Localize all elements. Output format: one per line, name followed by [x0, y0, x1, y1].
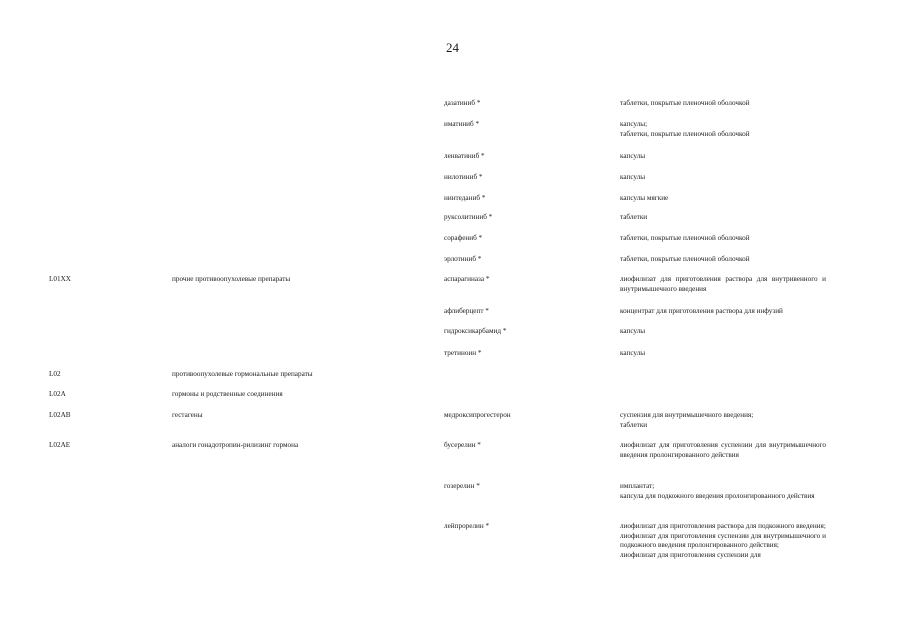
- dosage-forms: [620, 255, 826, 265]
- dosage-form-line: капсула для подкожного введения пролонгированного действия: [620, 491, 815, 500]
- dosage-form-line: лиофилизат для приготовления суспензии для внутримышечного введения пролонгированного действия: [620, 441, 826, 459]
- atc-code: L02A: [49, 390, 66, 398]
- drug-name: дазатиниб *: [444, 99, 481, 107]
- dosage-form-line: лиофилизат для приготовления раствора для внутривенного и внутримышечного введения: [620, 275, 826, 293]
- dosage-form-line: капсулы: [620, 152, 646, 160]
- dosage-form-line: концентрат для приготовления раствора для инфузий: [620, 307, 783, 315]
- drug-name: гозерелин *: [444, 482, 480, 490]
- dosage-form-line: капсулы: [620, 327, 646, 335]
- dosage-forms: [620, 99, 826, 109]
- dosage-form-line: лиофилизат для приготовления раствора для подкожного введения;: [620, 522, 826, 530]
- dosage-forms: [620, 194, 826, 204]
- atc-code: L02AB: [49, 411, 71, 419]
- atc-code: L02: [49, 370, 61, 378]
- drug-name: аспарагиназа *: [444, 275, 490, 283]
- dosage-forms: [620, 307, 826, 317]
- dosage-form-line: таблетки, покрытые пленочной оболочкой: [620, 255, 750, 263]
- drug-name: бусерелин *: [444, 441, 481, 449]
- dosage-form-line: капсулы: [620, 173, 646, 181]
- dosage-forms: [620, 482, 826, 501]
- drug-name: афлиберцепт *: [444, 307, 489, 315]
- drug-name: лейпрорелин *: [444, 522, 490, 530]
- dosage-form-line: капсулы: [620, 349, 646, 357]
- dosage-form-line: лиофилизат для приготовления суспензии для: [620, 550, 761, 559]
- dosage-form-line: таблетки, покрытые пленочной оболочкой: [620, 99, 750, 107]
- dosage-form-line: имплантат;: [620, 482, 655, 490]
- dosage-forms: [620, 441, 826, 460]
- dosage-forms: [620, 275, 826, 294]
- dosage-forms: [620, 349, 826, 359]
- drug-name: медроксипрогестерон: [444, 411, 511, 419]
- dosage-forms: [620, 234, 826, 244]
- dosage-form-line: капсулы мягкие: [620, 194, 669, 202]
- page-number: 24: [446, 40, 459, 55]
- therapeutic-group: прочие противоопухолевые препараты: [172, 275, 291, 283]
- drug-name: гидроксикарбамид *: [444, 327, 507, 335]
- drug-name: руксолитиниб *: [444, 213, 493, 221]
- dosage-forms: [620, 213, 826, 223]
- dosage-form-line: таблетки: [620, 420, 648, 429]
- dosage-form-line: суспензия для внутримышечного введения;: [620, 411, 754, 419]
- dosage-forms: [620, 411, 826, 430]
- dosage-forms: [620, 522, 826, 560]
- dosage-forms: [620, 152, 826, 162]
- dosage-forms: [620, 120, 826, 139]
- dosage-forms: [620, 327, 826, 337]
- dosage-form-line: таблетки, покрытые пленочной оболочкой: [620, 234, 750, 242]
- drug-name: иматиниб *: [444, 120, 480, 128]
- dosage-form-line: капсулы;: [620, 120, 648, 128]
- therapeutic-group: гормоны и родственные соединения: [172, 390, 283, 398]
- drug-name: нинтеданиб *: [444, 194, 486, 202]
- drug-name: сорафениб *: [444, 234, 483, 242]
- dosage-form-line: лиофилизат для приготовления суспензии для внутримышечного и подкожного введения пролонгированного действия;: [620, 531, 826, 550]
- therapeutic-group: аналоги гонадотропин-рилизинг гормона: [172, 441, 299, 449]
- therapeutic-group: гестагены: [172, 411, 203, 419]
- therapeutic-group: противоопухолевые гормональные препараты: [172, 370, 313, 378]
- drug-name: эрлотиниб *: [444, 255, 482, 263]
- dosage-form-line: таблетки: [620, 213, 648, 221]
- drug-name: третиноин *: [444, 349, 482, 357]
- atc-code: L01XX: [49, 275, 71, 283]
- dosage-form-line: таблетки, покрытые пленочной оболочкой: [620, 129, 750, 138]
- dosage-forms: [620, 173, 826, 183]
- drug-name: ленватиниб *: [444, 152, 485, 160]
- drug-name: нилотиниб *: [444, 173, 483, 181]
- atc-code: L02AE: [49, 441, 71, 449]
